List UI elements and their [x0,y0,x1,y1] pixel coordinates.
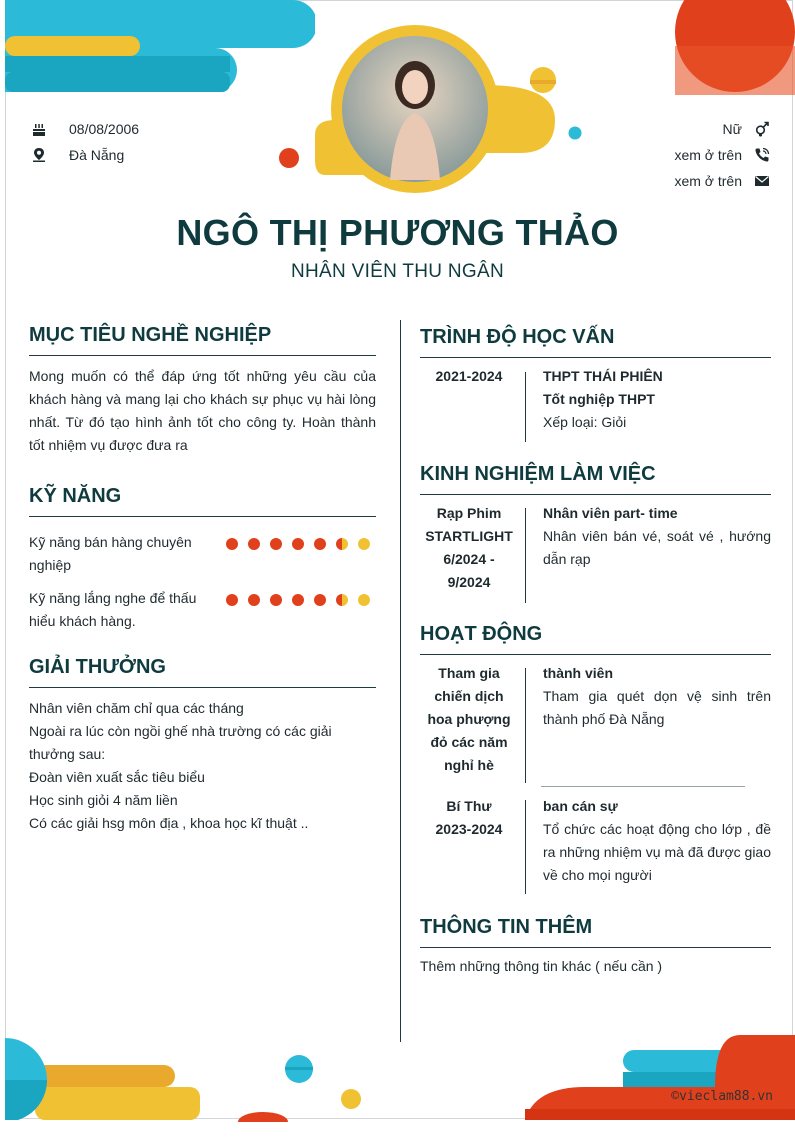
avatar [305,25,560,195]
awards-divider [29,687,376,688]
skills-title: KỸ NĂNG [29,485,122,507]
rating-dot [226,594,238,606]
decor-dot-blue [567,125,583,141]
company-name: Rạp Phim STARTLIGHT [425,505,513,544]
experience-details [543,502,771,571]
skill-label: Kỹ năng bán hàng chuyên nghiệp [29,534,192,573]
activities-title: HOẠT ĐỘNG [420,623,543,645]
decor-bottom-left [5,1035,205,1120]
activity-details [543,662,771,731]
activity-left-line: Bí Thư [446,798,492,814]
gender: Nữ [722,121,742,137]
activity-role: thành viên [543,665,614,681]
decor-dot-blue-bottom [284,1054,314,1084]
activity-description: Tổ chức các hoạt động cho lớp , đề ra những nhiệm vụ mà đã được giao về cho mọi người [543,821,771,883]
rating-dot [314,594,326,606]
rating-dot [226,538,238,550]
watermark: ©vieclam88.vn [671,1089,773,1104]
rating-dot [292,594,304,606]
experience-period: 6/2024 - 9/2024 [443,551,495,590]
extra-divider [420,947,771,948]
award-line: Ngoài ra lúc còn ngồi ghế nhà trường có các giải thưởng sau: [29,723,332,762]
address: Đà Nẵng [69,147,125,163]
activity-timeline [525,800,526,894]
birthday: 08/08/2006 [69,121,140,137]
education-title: TRÌNH ĐỘ HỌC VẤN [420,326,615,348]
award-line: Học sinh giỏi 4 năm liền [29,792,178,808]
award-line: Có các giải hsg môn địa , khoa học kĩ thuật .. [29,815,309,831]
rating-dot [270,538,282,550]
birthday-cake-icon [31,121,47,137]
awards-title: GIẢI THƯỞNG [29,656,166,678]
awards-list [29,697,379,835]
skill-rating [226,538,370,550]
position: Nhân viên part- time [543,505,678,521]
decor-dot-orange-bottom [238,1112,288,1122]
skill-rating [226,594,370,606]
education-timeline [525,372,526,442]
activities-divider [420,654,771,655]
phone: xem ở trên [674,147,742,163]
phone-icon [754,147,770,163]
activity-role: ban cán sự [543,798,618,814]
rating-dot [270,594,282,606]
award-line: Đoàn viên xuất sắc tiêu biểu [29,769,205,785]
rating-dot [336,538,348,550]
gender-icon [754,121,770,137]
rating-dot [292,538,304,550]
activity-details [543,795,771,887]
rating-dot [358,594,370,606]
education-divider [420,357,771,358]
extra-title: THÔNG TIN THÊM [420,916,593,938]
rating-dot [336,594,348,606]
skill-label: Kỹ năng lắng nghe để thấu hiểu khách hàng. [29,590,197,629]
objective-divider [29,355,376,356]
activity-description: Tham gia quét dọn vệ sinh trên thành phố Đà Nẵng [543,688,771,727]
education-period: 2021-2024 [435,368,503,384]
rank: Xếp loại: Giỏi [543,414,627,430]
decor-dot-yellow-bottom [340,1088,362,1110]
experience-description: Nhân viên bán vé, soát vé , hướng dẫn rạp [543,528,771,567]
decor-dot-orange [278,147,300,169]
degree: Tốt nghiệp THPT [543,391,655,407]
objective-title: MỤC TIÊU NGHỀ NGHIỆP [29,324,272,346]
email-icon [754,173,770,189]
experience-timeline [525,508,526,603]
rating-dot [248,594,260,606]
education-details [543,365,771,434]
extra-text: Thêm những thông tin khác ( nếu cần ) [420,958,663,974]
decor-top-left [5,0,315,95]
decor-bottom-right [525,1035,795,1120]
candidate-name: NGÔ THỊ PHƯƠNG THẢO [176,212,619,253]
activity-timeline [525,668,526,783]
job-title: NHÂN VIÊN THU NGÂN [290,261,505,282]
email: xem ở trên [674,173,742,189]
location-pin-icon [31,147,47,163]
activity-left-line: 2023-2024 [435,821,503,837]
experience-company-period [414,502,524,594]
objective-text: Mong muốn có thể đáp ứng tốt những yêu cầu của khách hàng và mang lại cho khách sự phục vụ hài lòng nhất. Từ đó tạo hình ảnh tốt cho công ty. Hoàn thành tốt nhiệm vụ được đưa ra [29,368,376,453]
skills-divider [29,516,376,517]
award-line: Nhân viên chăm chỉ qua các tháng [29,700,244,716]
decor-top-right [675,0,795,95]
activity-left: Tham gia chiến dịch hoa phượng đỏ các năm nghỉ hè [427,665,511,773]
experience-title: KINH NGHIỆM LÀM VIỆC [420,463,656,485]
activity-left [414,795,524,841]
column-divider [400,320,401,1042]
rating-dot [358,538,370,550]
activity-separator [541,786,745,787]
rating-dot [314,538,326,550]
rating-dot [248,538,260,550]
school-name: THPT THÁI PHIÊN [543,368,663,384]
experience-divider [420,494,771,495]
